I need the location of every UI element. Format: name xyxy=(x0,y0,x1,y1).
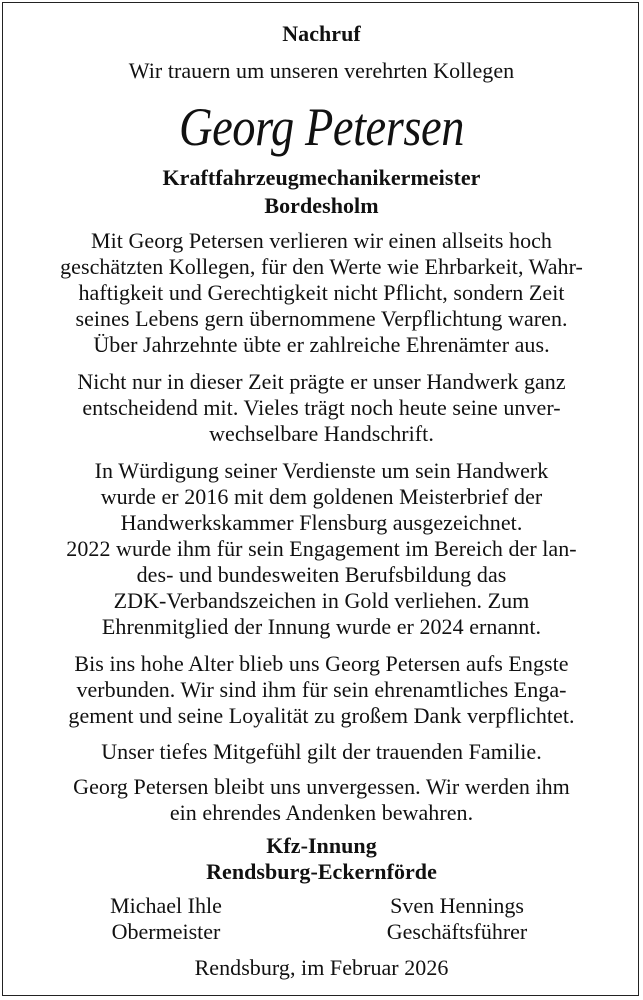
paragraph-line: Bis ins hohe Alter blieb uns Georg Petersen aufs Engste xyxy=(74,651,569,676)
location-title: Bordesholm xyxy=(264,193,379,218)
organization-name: Kfz-Innung xyxy=(266,833,377,858)
paragraph-line: haftigkeit und Gerechtigkeit nicht Pflicht, sondern Zeit xyxy=(78,280,565,305)
paragraph-line: Georg Petersen bleibt uns unvergessen. Wir werden ihm xyxy=(73,774,570,799)
signatory-title: Geschäftsführer xyxy=(386,919,528,944)
paragraph-line: In Würdigung seiner Verdienste um sein Handwerk xyxy=(94,458,549,483)
profession-title: Kraftfahrzeugmechanikermeister xyxy=(162,165,481,190)
paragraph-line: gement und seine Loyalität zu großem Dank verpflichtet. xyxy=(68,703,575,728)
signatory-title: Obermeister xyxy=(111,919,221,944)
signatory-name: Michael Ihle xyxy=(110,893,222,918)
paragraph-line: wechselbare Handschrift. xyxy=(209,421,434,446)
paragraph-line: Über Jahrzehnte übte er zahlreiche Ehrenämter aus. xyxy=(93,332,550,357)
paragraph-line: ein ehrendes Andenken bewahren. xyxy=(169,800,474,825)
paragraph-line: seines Lebens gern übernommene Verpflichtung waren. xyxy=(75,306,568,331)
paragraph-line: Handwerkskammer Flensburg ausgezeichnet. xyxy=(120,510,523,535)
place-date: Rendsburg, im Februar 2026 xyxy=(194,955,449,980)
signatory-name: Sven Hennings xyxy=(390,893,524,918)
obituary-notice xyxy=(2,2,639,996)
intro-text: Wir trauern um unseren verehrten Kollegen xyxy=(128,58,515,83)
paragraph-line: ZDK-Verbandszeichen in Gold verliehen. Zum xyxy=(113,588,530,613)
paragraph-line: des- und bundesweiten Berufsbildung das xyxy=(136,562,507,587)
paragraph-line: Nicht nur in dieser Zeit prägte er unser Handwerk ganz xyxy=(77,369,566,394)
notice-heading: Nachruf xyxy=(282,21,361,46)
paragraph-line: wurde er 2016 mit dem goldenen Meisterbrief der xyxy=(100,484,543,509)
paragraph-line: Unser tiefes Mitgefühl gilt der trauenden Familie. xyxy=(101,739,542,764)
paragraph-line: Mit Georg Petersen verlieren wir einen allseits hoch xyxy=(90,228,552,253)
paragraph-line: Ehrenmitglied der Innung wurde er 2024 ernannt. xyxy=(101,614,542,639)
paragraph-line: entscheidend mit. Vieles trägt noch heute seine unver- xyxy=(82,395,561,420)
paragraph-line: geschätzten Kollegen, für den Werte wie Ehrbarkeit, Wahr- xyxy=(60,254,583,279)
paragraph-line: verbunden. Wir sind ihm für sein ehrenamtliches Enga- xyxy=(76,677,567,702)
deceased-name: Georg Petersen xyxy=(178,97,465,157)
organization-region: Rendsburg-Eckernförde xyxy=(206,859,437,884)
paragraph-line: 2022 wurde ihm für sein Engagement im Bereich der lan- xyxy=(66,536,577,561)
